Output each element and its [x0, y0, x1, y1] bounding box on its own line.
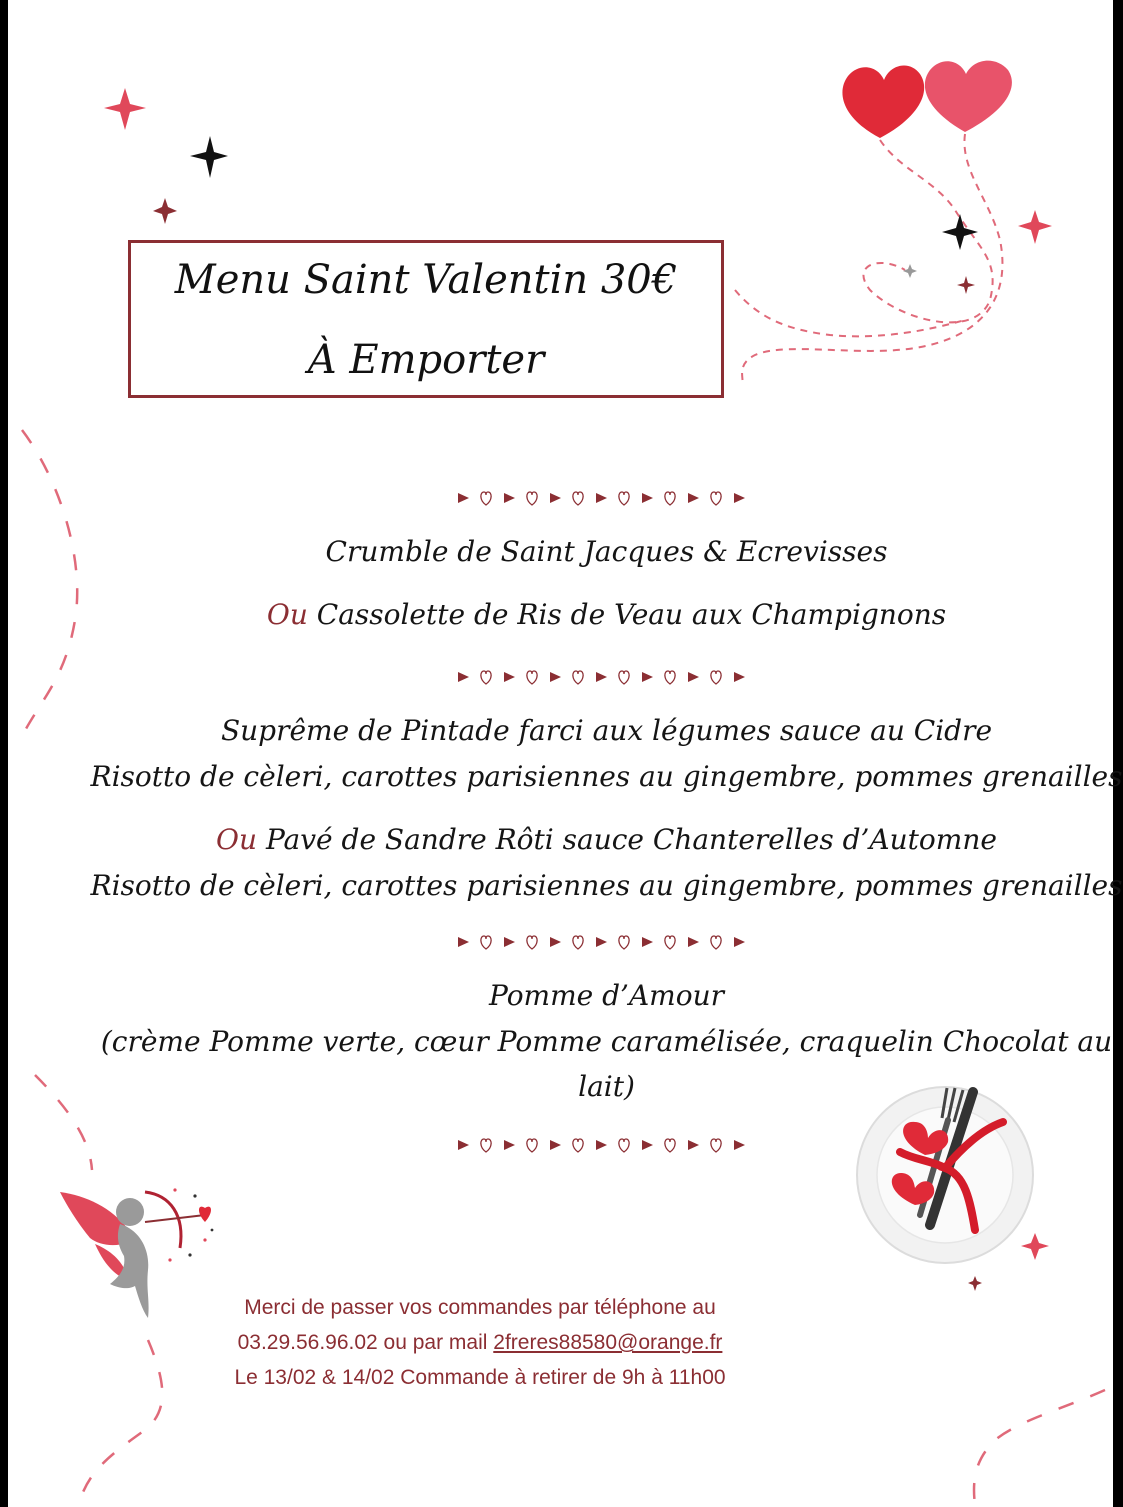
main-option-1-side: Risotto de cèleri, carottes parisiennes au gingembre, pommes grenailles: [90, 760, 1123, 793]
dashed-curve: [80, 1340, 162, 1500]
footer-phone: 03.29.56.96.02 ou par mail: [237, 1331, 494, 1354]
title-box: [128, 240, 724, 398]
sparkle-icon: [957, 276, 975, 294]
footer-line-3: Le 13/02 & 14/02 Commande à retirer de 9h à 11h00: [234, 1366, 726, 1389]
filled-heart-icon: [734, 493, 745, 503]
dashed-curve: [20, 430, 77, 740]
dessert-name: Pomme d’Amour: [488, 979, 724, 1012]
filled-heart-icon: [688, 672, 699, 682]
outline-heart-icon: [527, 1139, 537, 1152]
outline-heart-icon: [481, 936, 491, 949]
filled-heart-icon: [642, 1140, 653, 1150]
sparkle-icon: [903, 264, 917, 278]
filled-heart-icon: [642, 937, 653, 947]
menu-title: Menu Saint Valentin 30€: [174, 257, 678, 303]
outline-heart-icon: [527, 671, 537, 684]
plate-illustration: [857, 1087, 1033, 1263]
dessert-desc-line1: (crème Pomme verte, cœur Pomme caramélisée, craquelin Chocolat au: [100, 1025, 1113, 1058]
outline-heart-icon: [619, 936, 629, 949]
main-option-2: [45, 823, 1123, 856]
filled-heart-icon: [550, 937, 561, 947]
balloon-string: [735, 290, 965, 336]
heart-divider: [455, 488, 750, 508]
filled-heart-icon: [504, 493, 515, 503]
main-option-1: Suprême de Pintade farci aux légumes sauce au Cidre: [220, 714, 993, 747]
filled-heart-icon: [596, 937, 607, 947]
filled-heart-icon: [550, 672, 561, 682]
filled-heart-icon: [504, 672, 515, 682]
filled-heart-icon: [688, 1140, 699, 1150]
outline-heart-icon: [573, 492, 583, 505]
filled-heart-icon: [688, 937, 699, 947]
filled-heart-icon: [596, 672, 607, 682]
menu-subtitle: À Emporter: [307, 337, 545, 383]
outline-heart-icon: [573, 936, 583, 949]
filled-heart-icon: [734, 672, 745, 682]
or-word: Ou: [216, 823, 258, 856]
sparkle-icon: [1021, 1233, 1049, 1260]
filled-heart-icon: [458, 937, 469, 947]
outline-heart-icon: [665, 1139, 675, 1152]
email-link[interactable]: 2freres88580@orange.fr: [493, 1331, 723, 1354]
outline-heart-icon: [665, 936, 675, 949]
outline-heart-icon: [619, 492, 629, 505]
sparkle-icon: [1018, 210, 1052, 244]
footer-line-1: Merci de passer vos commandes par téléphone au: [244, 1296, 716, 1319]
starter-option-2: [45, 598, 1123, 631]
main-option-2-text: Pavé de Sandre Rôti sauce Chanterelles d’Automne: [265, 823, 997, 856]
filled-heart-icon: [550, 1140, 561, 1150]
balloon-string: [742, 134, 1002, 385]
filled-heart-icon: [596, 1140, 607, 1150]
filled-heart-icon: [504, 1140, 515, 1150]
outline-heart-icon: [481, 1139, 491, 1152]
outline-heart-icon: [527, 936, 537, 949]
filled-heart-icon: [642, 493, 653, 503]
filled-heart-icon: [596, 493, 607, 503]
outline-heart-icon: [711, 492, 721, 505]
sparkle-icon: [190, 136, 228, 178]
filled-heart-icon: [458, 1140, 469, 1150]
starter-option-2-text: Cassolette de Ris de Veau aux Champignons: [316, 598, 947, 631]
dessert-desc-line2: lait): [578, 1070, 635, 1103]
outline-heart-icon: [665, 671, 675, 684]
sparkle-icon: [968, 1276, 982, 1291]
heart-icon: [842, 65, 924, 138]
filled-heart-icon: [642, 672, 653, 682]
outline-heart-icon: [573, 671, 583, 684]
outline-heart-icon: [665, 492, 675, 505]
sparkle-icon: [104, 88, 146, 130]
filled-heart-icon: [458, 672, 469, 682]
main-option-2-side: Risotto de cèleri, carottes parisiennes au gingembre, pommes grenailles: [90, 869, 1123, 902]
outline-heart-icon: [481, 671, 491, 684]
heart-divider: [455, 667, 750, 687]
footer-line-2: [180, 1331, 780, 1355]
filled-heart-icon: [504, 937, 515, 947]
starter-option-1: Crumble de Saint Jacques & Ecrevisses: [325, 535, 888, 568]
filled-heart-icon: [550, 493, 561, 503]
filled-heart-icon: [458, 493, 469, 503]
heart-icon: [925, 61, 1012, 132]
outline-heart-icon: [527, 492, 537, 505]
outline-heart-icon: [711, 671, 721, 684]
dashed-curve: [974, 1390, 1105, 1505]
filled-heart-icon: [688, 493, 699, 503]
filled-heart-icon: [734, 1140, 745, 1150]
outline-heart-icon: [711, 936, 721, 949]
heart-divider: [455, 932, 750, 952]
or-word: Ou: [266, 598, 308, 631]
outline-heart-icon: [481, 492, 491, 505]
sparkle-icon: [153, 198, 177, 224]
outline-heart-icon: [619, 671, 629, 684]
outline-heart-icon: [573, 1139, 583, 1152]
heart-divider: [455, 1135, 750, 1155]
outline-heart-icon: [619, 1139, 629, 1152]
filled-heart-icon: [734, 937, 745, 947]
sparkle-icon: [942, 214, 978, 250]
outline-heart-icon: [711, 1139, 721, 1152]
